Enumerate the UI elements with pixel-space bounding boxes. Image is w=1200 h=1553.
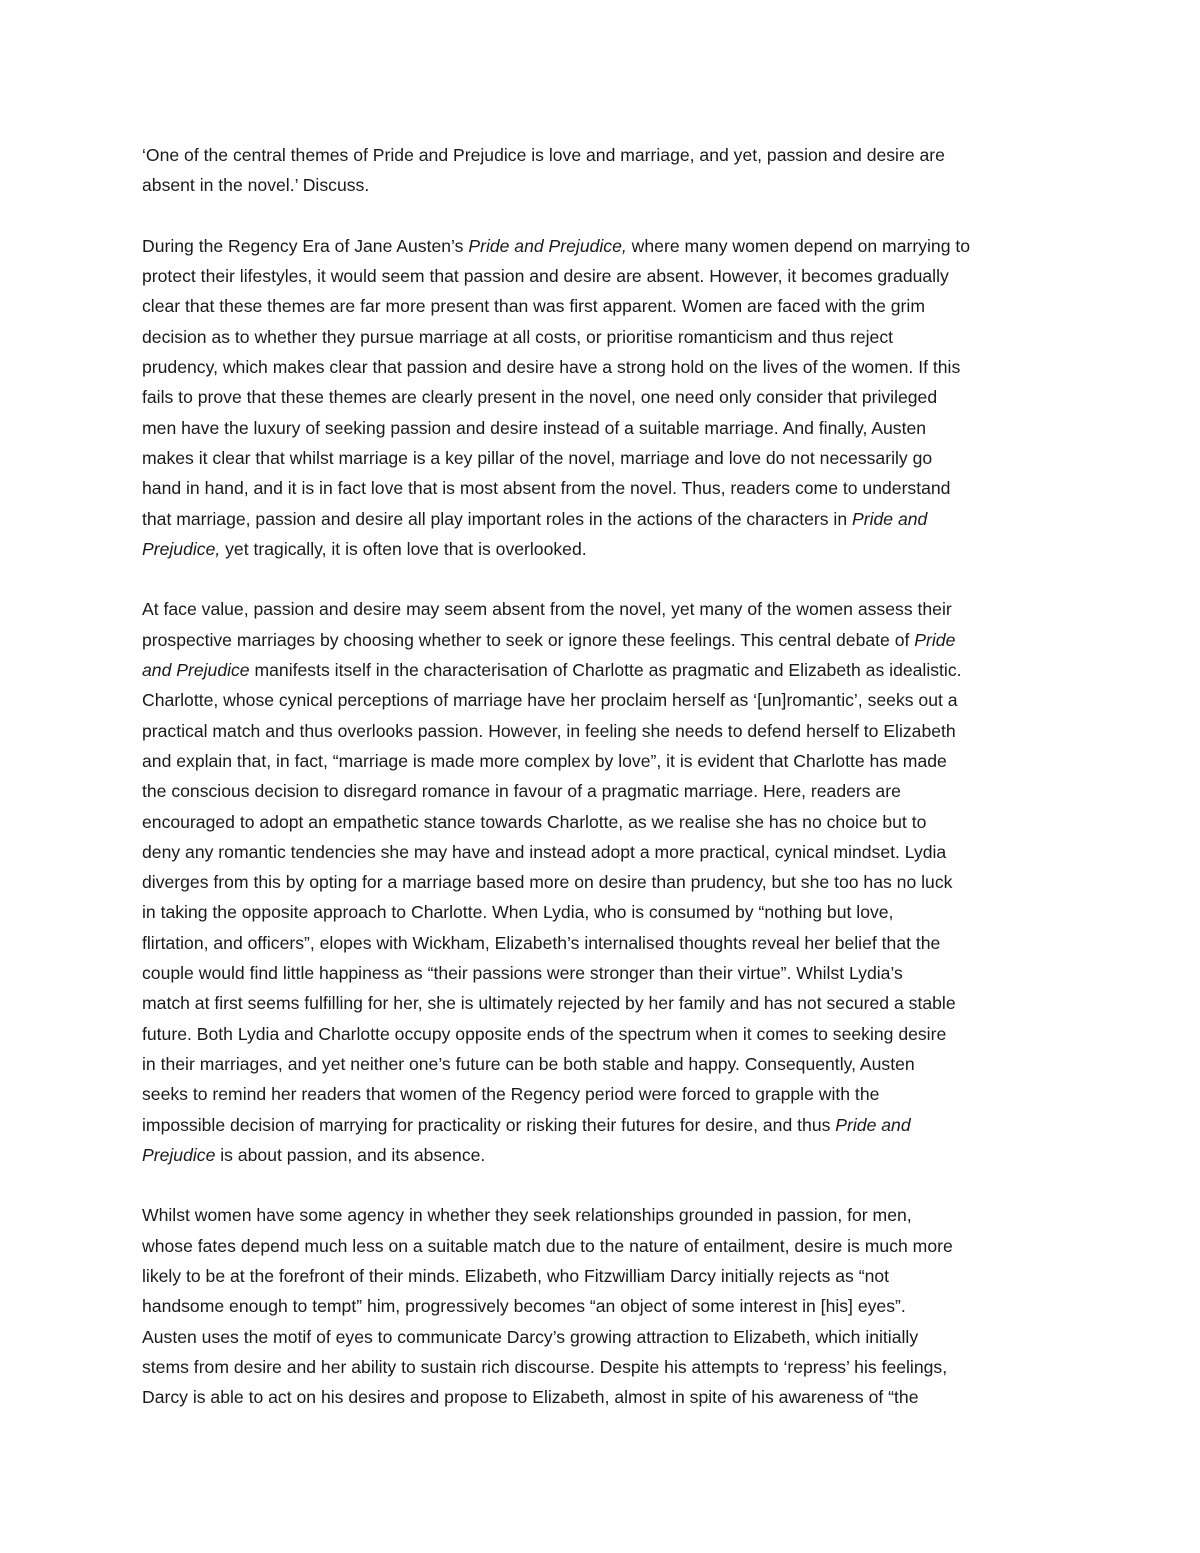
text-run: the conscious decision to disregard romance in favour of a pragmatic marriage. Here, readers are: [142, 781, 901, 802]
text-run: During the Regency Era of Jane Austen’s: [142, 235, 469, 256]
italic-title-run: Prejudice,: [142, 538, 221, 559]
text-line: [142, 1291, 1062, 1321]
text-line: [142, 382, 1062, 412]
text-line: [142, 988, 1062, 1018]
text-line: [142, 867, 1062, 897]
italic-title-run: Pride and Prejudice,: [468, 235, 627, 256]
text-line: [142, 837, 1062, 867]
text-run: and explain that, in fact, “marriage is made more complex by love”, it is evident that Charlotte has made: [142, 750, 947, 771]
text-line: [142, 897, 1062, 927]
essay-prompt: [142, 140, 1062, 201]
italic-title-run: Pride: [914, 629, 956, 650]
text-run: makes it clear that whilst marriage is a key pillar of the novel, marriage and love do not necessarily go: [142, 447, 933, 468]
text-run: is about passion, and its absence.: [215, 1144, 486, 1165]
text-line: [142, 625, 1062, 655]
italic-title-run: and Prejudice: [142, 660, 250, 681]
text-run: Austen uses the motif of eyes to communicate Darcy’s growing attraction to Elizabeth, which initially: [142, 1326, 919, 1347]
italic-title-run: Pride and: [852, 508, 928, 529]
text-line: [142, 1261, 1062, 1291]
text-run: yet tragically, it is often love that is overlooked.: [220, 538, 587, 559]
text-line: [142, 928, 1062, 958]
text-line: [142, 140, 1062, 170]
text-line: [142, 746, 1062, 776]
text-run: couple would find little happiness as “their passions were stronger than their virtue”. Whilst Lydia’s: [142, 963, 903, 984]
text-run: Darcy is able to act on his desires and propose to Elizabeth, almost in spite of his awareness of “the: [142, 1387, 919, 1408]
text-run: At face value, passion and desire may seem absent from the novel, yet many of the women assess their: [142, 599, 952, 620]
text-line: [142, 655, 1062, 685]
text-run: encouraged to adopt an empathetic stance towards Charlotte, as we realise she has no choice but to: [142, 811, 927, 832]
text-line: [142, 1140, 1062, 1170]
text-line: [142, 413, 1062, 443]
text-run: that marriage, passion and desire all play important roles in the actions of the characters in: [142, 508, 852, 529]
text-line: [142, 1352, 1062, 1382]
text-line: [142, 352, 1062, 382]
text-run: prospective marriages by choosing whether to seek or ignore these feelings. This central debate of: [142, 629, 915, 650]
text-line: [142, 1019, 1062, 1049]
text-run: clear that these themes are far more present than was first apparent. Women are faced with the grim: [142, 296, 925, 317]
italic-title-run: Pride and: [835, 1114, 911, 1135]
text-run: fails to prove that these themes are clearly present in the novel, one need only consider that privileged: [142, 387, 938, 408]
text-run: stems from desire and her ability to sustain rich discourse. Despite his attempts to ‘repress’ his feelings,: [142, 1356, 948, 1377]
text-run: ‘One of the central themes of Pride and Prejudice is love and marriage, and yet, passion and desire are: [142, 145, 945, 165]
body-paragraph: [142, 1200, 1062, 1412]
text-line: [142, 170, 1062, 200]
body-paragraph: [142, 231, 1062, 564]
text-run: diverges from this by opting for a marriage based more on desire than prudency, but she too has no luck: [142, 872, 953, 893]
italic-title-run: Prejudice: [142, 1144, 216, 1165]
text-line: [142, 443, 1062, 473]
text-line: [142, 776, 1062, 806]
text-run: men have the luxury of seeking passion and desire instead of a suitable marriage. And finally, Austen: [142, 417, 927, 438]
text-run: flirtation, and officers”, elopes with Wickham, Elizabeth’s internalised thoughts reveal her belief that the: [142, 932, 941, 953]
text-run: deny any romantic tendencies she may have and instead adopt a more practical, cynical mindset. Lydia: [142, 841, 947, 862]
text-run: Whilst women have some agency in whether they seek relationships grounded in passion, for men,: [142, 1205, 912, 1226]
text-line: [142, 1231, 1062, 1261]
text-run: in taking the opposite approach to Charlotte. When Lydia, who is consumed by “nothing but love,: [142, 902, 894, 923]
text-run: handsome enough to tempt” him, progressively becomes “an object of some interest in [his] eyes”.: [142, 1296, 906, 1317]
text-line: [142, 231, 1062, 261]
text-line: [142, 1049, 1062, 1079]
text-run: where many women depend on marrying to: [626, 235, 971, 256]
text-line: [142, 534, 1062, 564]
text-line: [142, 473, 1062, 503]
text-line: [142, 261, 1062, 291]
text-line: [142, 807, 1062, 837]
text-line: [142, 594, 1062, 624]
text-line: [142, 504, 1062, 534]
text-line: [142, 1382, 1062, 1412]
text-run: hand in hand, and it is in fact love that is most absent from the novel. Thus, readers come to understand: [142, 478, 951, 499]
text-line: [142, 291, 1062, 321]
text-run: whose fates depend much less on a suitable match due to the nature of entailment, desire is much more: [142, 1235, 953, 1256]
text-run: absent in the novel.’ Discuss.: [142, 175, 370, 196]
text-run: manifests itself in the characterisation of Charlotte as pragmatic and Elizabeth as idealistic.: [249, 660, 962, 681]
body-paragraph: [142, 594, 1062, 1170]
text-line: [142, 716, 1062, 746]
text-run: Charlotte, whose cynical perceptions of marriage have her proclaim herself as ‘[un]romantic’, seeks out a: [142, 690, 958, 711]
text-run: in their marriages, and yet neither one’s future can be both stable and happy. Consequently, Austen: [142, 1053, 915, 1074]
text-run: prudency, which makes clear that passion and desire have a strong hold on the lives of the women. If this: [142, 357, 961, 378]
text-run: match at first seems fulfilling for her, she is ultimately rejected by her family and has not secured a stable: [142, 993, 956, 1014]
text-line: [142, 685, 1062, 715]
text-line: [142, 1200, 1062, 1230]
text-run: protect their lifestyles, it would seem that passion and desire are absent. However, it becomes gradually: [142, 266, 949, 287]
text-run: practical match and thus overlooks passion. However, in feeling she needs to defend herself to Elizabeth: [142, 720, 956, 741]
text-line: [142, 1110, 1062, 1140]
text-line: [142, 322, 1062, 352]
text-line: [142, 958, 1062, 988]
text-run: decision as to whether they pursue marriage at all costs, or prioritise romanticism and thus reject: [142, 326, 893, 347]
text-run: likely to be at the forefront of their minds. Elizabeth, who Fitzwilliam Darcy initially rejects as “not: [142, 1265, 890, 1286]
text-line: [142, 1079, 1062, 1109]
text-run: impossible decision of marrying for practicality or risking their futures for desire, and thus: [142, 1114, 836, 1135]
text-run: future. Both Lydia and Charlotte occupy opposite ends of the spectrum when it comes to seeking desire: [142, 1023, 947, 1044]
text-line: [142, 1322, 1062, 1352]
document-page: [142, 140, 1062, 1443]
text-run: seeks to remind her readers that women of the Regency period were forced to grapple with the: [142, 1084, 880, 1105]
